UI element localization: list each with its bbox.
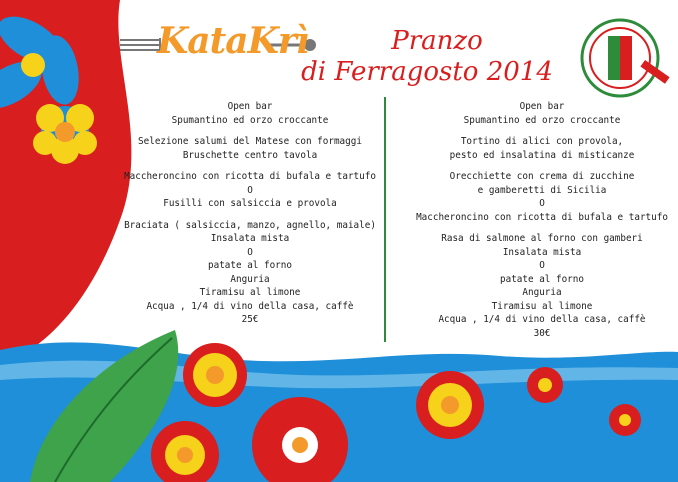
menu-right-item: Anguria bbox=[522, 287, 562, 298]
title-line-2: di Ferragosto 2014 bbox=[301, 57, 553, 87]
menu-right-item: Open bar bbox=[519, 101, 565, 112]
menu-left-item: O bbox=[247, 184, 253, 196]
menu-right-spacer bbox=[392, 224, 678, 232]
menu-left-item: O bbox=[247, 246, 253, 258]
menu-right-spacer bbox=[392, 162, 678, 170]
menu-right-item: O bbox=[539, 198, 545, 209]
menu-left-item: Braciata ( salsiccia, manzo, agnello, maiale) bbox=[124, 219, 376, 231]
title-line-1: Pranzo bbox=[391, 26, 483, 56]
menu-column-left bbox=[100, 100, 400, 327]
menu-left-item: Anguria bbox=[230, 273, 270, 285]
menu-right-item: Rasa di salmone al forno con gamberi bbox=[441, 233, 643, 244]
menu-right-item: Orecchiette con crema di zucchine bbox=[449, 171, 635, 182]
menu-left-item: Selezione salumi del Matese con formaggi bbox=[138, 136, 362, 147]
menu-right-item: Spumantino ed orzo croccante bbox=[463, 114, 621, 126]
menu-left-item: Spumantino ed orzo croccante bbox=[171, 114, 329, 126]
menu-left-item: Maccheroncino con ricotta di bufala e tartufo bbox=[124, 171, 376, 182]
menu-left-item: Open bar bbox=[227, 101, 273, 112]
menu-right-item: O bbox=[539, 260, 545, 271]
menu-right-item: Insalata mista bbox=[502, 246, 582, 258]
menu-right-spacer bbox=[392, 127, 678, 135]
menu-right-item: Tortino di alici con provola, bbox=[460, 136, 624, 147]
menu-left-spacer bbox=[100, 211, 400, 219]
menu-right-item: pesto ed insalatina di misticanze bbox=[449, 149, 635, 161]
menu-left-item: 25€ bbox=[241, 314, 259, 325]
restaurant-logo: KataKrì bbox=[157, 20, 309, 62]
menu-left-item: Insalata mista bbox=[210, 233, 290, 244]
flower-small-right bbox=[527, 367, 563, 403]
menu-left-item: Tiramisu al limone bbox=[199, 287, 301, 298]
menu-left-item: Fusilli con salsiccia e provola bbox=[163, 198, 337, 209]
menu-right-item: patate al forno bbox=[500, 273, 584, 285]
menu-left-item: patate al forno bbox=[208, 260, 292, 271]
flower-bottom-right bbox=[416, 371, 484, 439]
menu-left-item: Acqua , 1/4 di vino della casa, caffè bbox=[146, 300, 354, 312]
menu-right-item: Tiramisu al limone bbox=[491, 300, 593, 312]
italian-badge-icon bbox=[582, 20, 670, 96]
menu-right-item: Maccheroncino con ricotta di bufala e tartufo bbox=[416, 211, 668, 223]
flower-bottom-center bbox=[183, 343, 247, 407]
menu-right-item: 30€ bbox=[533, 327, 551, 339]
menu-left-spacer bbox=[100, 162, 400, 170]
flower-small-far-right bbox=[609, 404, 641, 436]
menu-right-item: Acqua , 1/4 di vino della casa, caffè bbox=[438, 314, 646, 325]
fork-icon bbox=[120, 38, 160, 52]
menu-left-item: Bruschette centro tavola bbox=[182, 149, 318, 161]
menu-right-item: e gamberetti di Sicilia bbox=[477, 184, 607, 196]
menu-column-right bbox=[392, 100, 678, 340]
page-title bbox=[282, 26, 572, 88]
menu-left-spacer bbox=[100, 127, 400, 135]
